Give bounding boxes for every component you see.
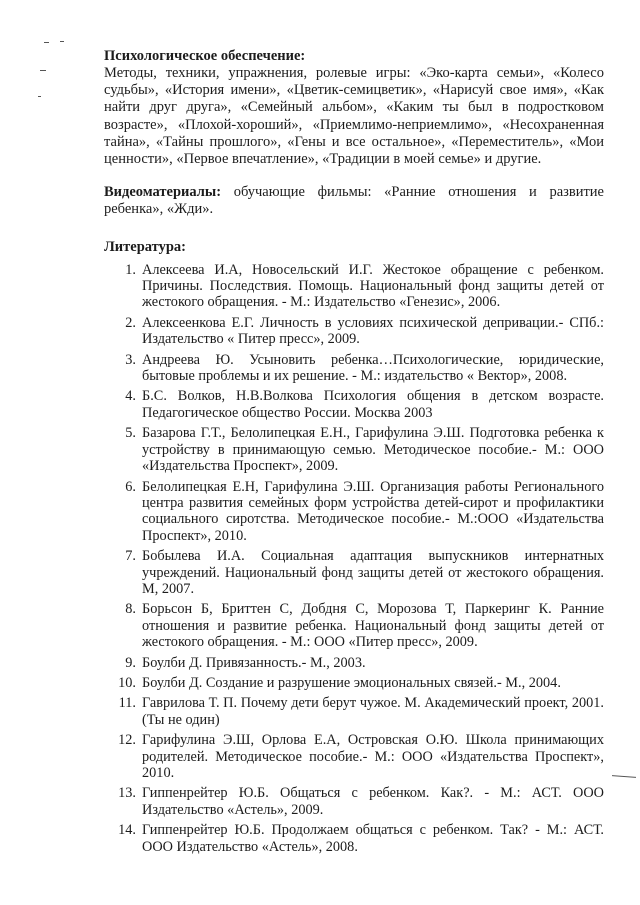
- literature-item-number: 14.: [118, 822, 136, 839]
- literature-item: [104, 425, 604, 474]
- literature-heading: Литература:: [104, 238, 186, 255]
- literature-item-text: Белолипецкая Е.Н, Гарифулина Э.Ш. Организация работы Регионального центра развития семейных форм устройства детей-сирот и профилактики социального сиротства. Методическое пособие.- М.:ООО «Издательства Проспект», 2010.: [142, 478, 604, 544]
- literature-item: [104, 675, 604, 691]
- literature-item-text: Андреева Ю. Усыновить ребенка…Психологические, юридические, бытовые проблемы и их решение. - М.: издательство « Вектор», 2008.: [142, 351, 604, 385]
- document-page: [104, 48, 604, 859]
- literature-item-number: 4.: [125, 388, 136, 405]
- literature-item-text: Гиппенрейтер Ю.Б. Общаться с ребенком. Как?. - М.: АСТ. ООО Издательство «Астель», 2009.: [142, 785, 604, 818]
- literature-item-text: Боулби Д. Привязанность.- М., 2003.: [142, 654, 366, 671]
- literature-item: [104, 479, 604, 545]
- literature-item-text: Гарифулина Э.Ш, Орлова Е.А, Островская О.Ю. Школа принимающих родителей. Методическое пособие.- М.: ООО «Издательства Проспект», 2010.: [142, 732, 604, 781]
- literature-item-number: 2.: [125, 314, 136, 331]
- literature-item-number: 5.: [125, 425, 136, 442]
- scan-stroke: [612, 775, 636, 778]
- literature-item-number: 12.: [118, 732, 136, 749]
- literature-item: [104, 315, 604, 348]
- psych-section: [104, 48, 604, 168]
- literature-item-number: 11.: [118, 695, 136, 712]
- literature-item: [104, 732, 604, 781]
- scan-speck: [60, 41, 64, 42]
- literature-item-text: Борьсон Б, Бриттен С, Добдня С, Морозова Т, Паркеринг К. Ранние отношения и развитие ребенка. Национальный фонд защиты детей от жестокого обращения. - М.: ООО «Питер пресс», 2009.: [142, 601, 604, 651]
- psych-text: Методы, техники, упражнения, ролевые игры: «Эко-карта семьи», «Колесо судьбы», «История имени», «Цветик-семицветик», «Нарисуй свое имя», «Как найти друг друга», «Семейный альбом», «Каким ты был в подростковом возрасте», «Плохой-хороший», «Приемлимо-неприемлимо», «Несохраненная тайна», «Тайны прошлого», «Гены и все остальное», «Переместитель», «Мои ценности», «Первое впечатление», «Традиции в моей семье» и другие.: [104, 65, 604, 168]
- literature-item-number: 9.: [125, 654, 136, 671]
- video-section: [104, 184, 604, 218]
- literature-item-number: 10.: [118, 674, 136, 691]
- literature-item: [104, 785, 604, 818]
- video-heading: Видеоматериалы:: [104, 184, 222, 201]
- literature-item-text: Гиппенрейтер Ю.Б. Продолжаем общаться с ребенком. Так? - М.: АСТ. ООО Издательство «Астель», 2008.: [142, 822, 604, 855]
- literature-list: [104, 262, 604, 855]
- literature-item-number: 13.: [118, 785, 136, 802]
- literature-item: [104, 695, 604, 728]
- literature-item-text: Боулби Д. Создание и разрушение эмоциональных связей.- М., 2004.: [142, 674, 561, 691]
- literature-item: [104, 262, 604, 311]
- literature-item-text: Бобылева И.А. Социальная адаптация выпускников интернатных учреждений. Национальный фонд защиты детей от жестокого обращения. М, 2007.: [142, 548, 604, 597]
- literature-item-text: Алексеева И.А, Новосельский И.Г. Жестокое обращение с ребенком. Причины. Последствия. Помощь. Национальный фонд защиты детей от жестокого обращения. - М.: Издательство «Генезис», 2006.: [142, 261, 604, 311]
- literature-item: [104, 655, 604, 671]
- literature-item: [104, 601, 604, 650]
- literature-item-number: 7.: [125, 548, 136, 565]
- literature-item-text: Алексеенкова Е.Г. Личность в условиях психической депривации.- СПб.: Издательство « Питер пресс», 2009.: [142, 314, 604, 348]
- video-paragraph: [104, 184, 604, 218]
- video-text: обучающие фильмы: «Ранние отношения и развитие ребенка», «Жди».: [104, 184, 604, 218]
- literature-item-number: 3.: [125, 351, 136, 368]
- literature-item-text: Б.С. Волков, Н.В.Волкова Психология общения в детском возрасте. Педагогическое общество России. Москва 2003: [142, 388, 604, 421]
- scan-speck: [38, 96, 41, 97]
- literature-item-text: Базарова Г.Т., Белолипецкая Е.Н., Гарифулина Э.Ш. Подготовка ребенка к устройству в принимающую семью. Методическое пособие.- М.: ООО «Издательства Проспект», 2009.: [142, 425, 604, 475]
- literature-item-number: 8.: [125, 601, 136, 618]
- literature-item: [104, 352, 604, 385]
- literature-item: [104, 822, 604, 855]
- literature-section: [104, 239, 604, 855]
- scan-speck: [40, 70, 46, 71]
- literature-item-number: 6.: [125, 478, 136, 495]
- scan-speck: [44, 42, 49, 43]
- literature-item: [104, 388, 604, 421]
- literature-item: [104, 548, 604, 597]
- psych-heading: Психологическое обеспечение:: [104, 48, 306, 64]
- literature-item-number: 1.: [125, 261, 136, 278]
- literature-item-text: Гаврилова Т. П. Почему дети берут чужое. М. Академический проект, 2001. (Ты не один): [142, 695, 604, 728]
